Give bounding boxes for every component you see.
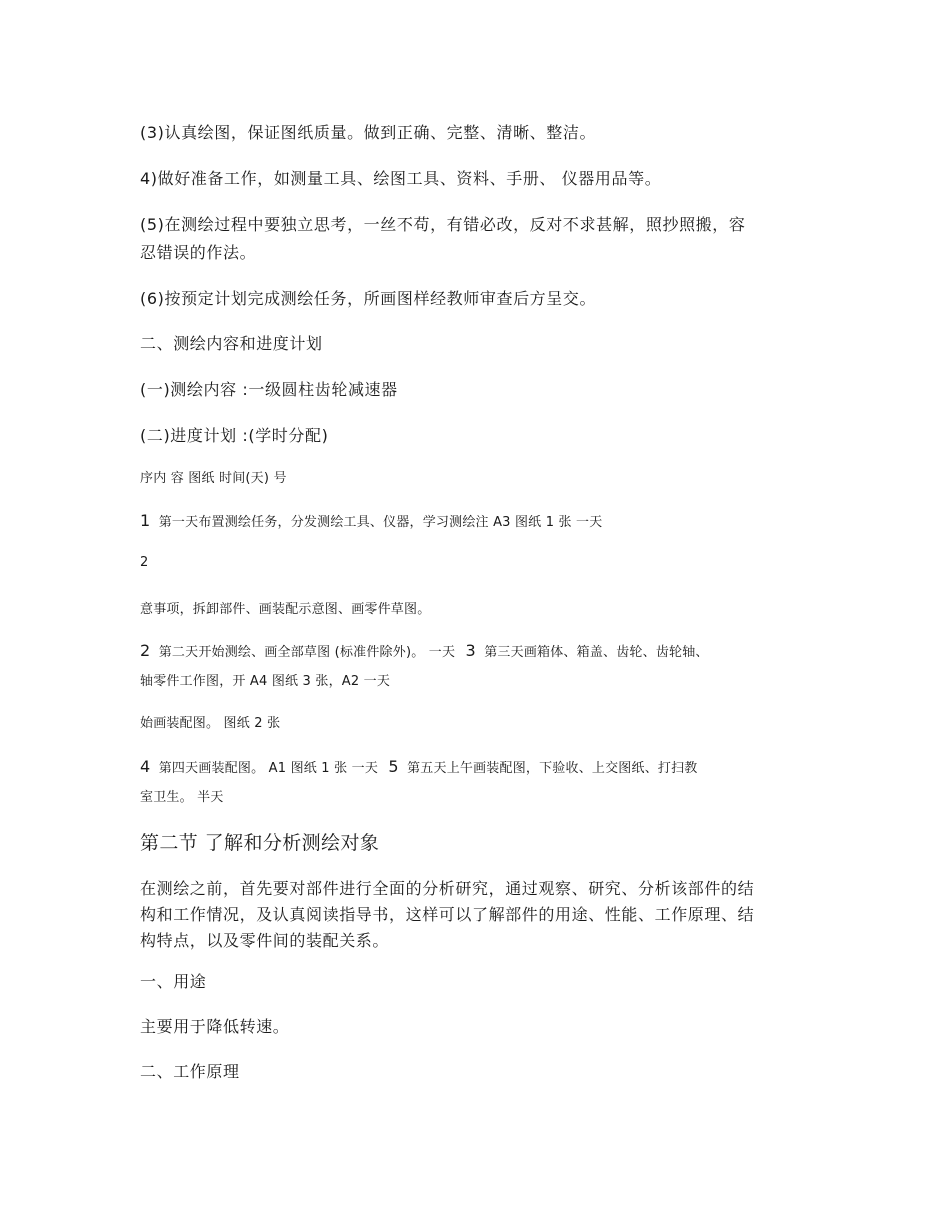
schedule-table-header: 序内 容 图纸 时间(天) 号 [140, 471, 287, 486]
schedule-row-4-5 [140, 757, 820, 776]
requirement-6: (6)按预定计划完成测绘任务，所画图样经教师审查后方呈交。 [140, 289, 597, 308]
row-text: 第三天画箱体、箱盖、齿轮、齿轮轴、 [484, 645, 709, 660]
row-number: 4 [140, 757, 151, 776]
row-number: 3 [465, 641, 476, 660]
requirement-5-line1: (5)在测绘过程中要独立思考，一丝不苟，有错必改，反对不求甚解，照抄照搬，容 [140, 215, 746, 234]
section-title: 第二节 了解和分析测绘对象 [140, 832, 380, 854]
requirement-4: 4)做好准备工作，如测量工具、绘图工具、资料、手册、 仪器用品等。 [140, 169, 662, 188]
row-text: 第四天画装配图。 A1 图纸 1 张 一天 [158, 761, 379, 776]
row-number: 5 [388, 757, 399, 776]
schedule-item: (二)进度计划 :(学时分配) [140, 426, 329, 445]
intro-paragraph-line3: 构特点，以及零件间的装配关系。 [140, 931, 390, 950]
row-text: 第二天开始测绘、画全部草图 (标准件除外)。 一天 [158, 645, 456, 660]
schedule-row-continuation: 意事项，拆卸部件、画装配示意图、画零件草图。 [140, 602, 431, 617]
content-item: (一)测绘内容 :一级圆柱齿轮减速器 [140, 380, 398, 399]
heading-use: 一、用途 [140, 972, 207, 991]
schedule-row-continuation: 室卫生。 半天 [140, 790, 224, 805]
schedule-row-continuation: 始画装配图。 图纸 2 张 [140, 716, 281, 731]
schedule-row-number: 2 [140, 555, 149, 570]
schedule-row-1 [140, 511, 820, 530]
row-text: 第五天上午画装配图，下验收、上交图纸、打扫教 [407, 761, 698, 776]
intro-paragraph-line1: 在测绘之前，首先要对部件进行全面的分析研究，通过观察、研究、分析该部件的结 [140, 879, 755, 898]
row-text: 第一天布置测绘任务，分发测绘工具、仪器，学习测绘注 A3 图纸 1 张 一天 [158, 515, 603, 530]
heading-principle: 二、工作原理 [140, 1062, 240, 1081]
requirement-3: (3)认真绘图，保证图纸质量。做到正确、完整、清晰、整洁。 [140, 123, 597, 142]
section-heading-content-plan: 二、测绘内容和进度计划 [140, 334, 323, 353]
row-number: 1 [140, 511, 151, 530]
row-number: 2 [140, 641, 151, 660]
intro-paragraph-line2: 构和工作情况，及认真阅读指导书，这样可以了解部件的用途、性能、工作原理、结 [140, 905, 755, 924]
requirement-5-line2: 忍错误的作法。 [140, 243, 257, 262]
use-text: 主要用于降低转速。 [140, 1017, 290, 1036]
schedule-row-continuation: 轴零件工作图，开 A4 图纸 3 张，A2 一天 [140, 674, 391, 689]
schedule-row-2-3 [140, 641, 820, 660]
